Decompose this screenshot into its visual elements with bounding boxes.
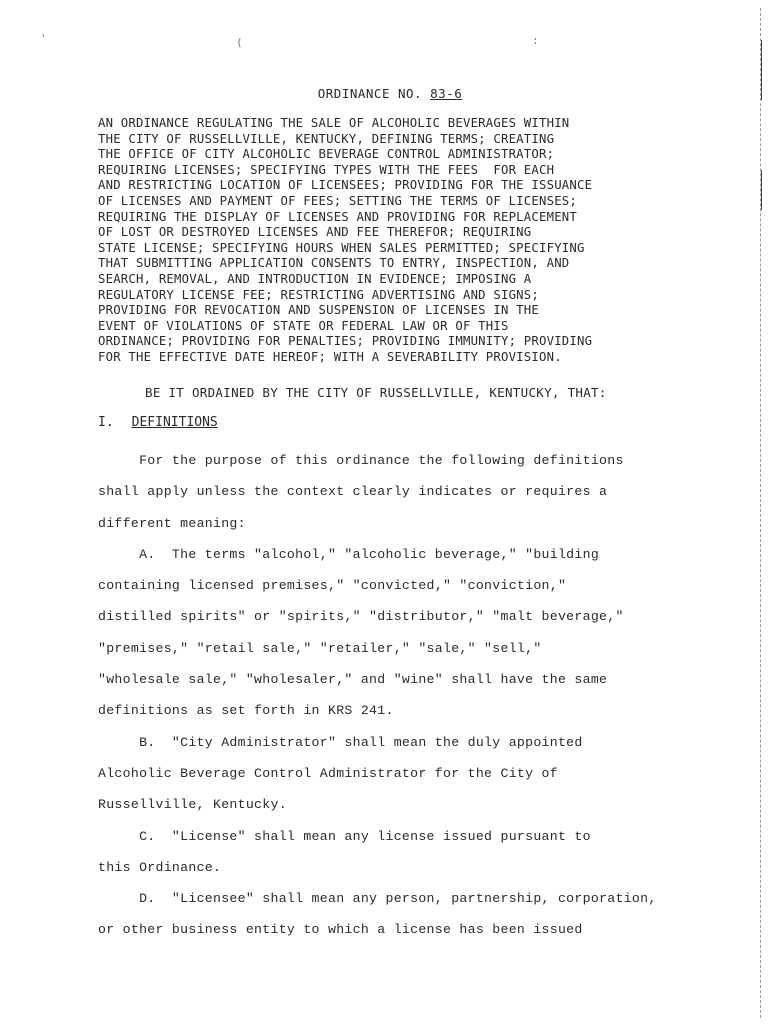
body-line: For the purpose of this ordinance the following definitions [98, 453, 624, 468]
preamble-line: EVENT OF VIOLATIONS OF STATE OR FEDERAL LAW OR OF THIS [98, 318, 509, 333]
preamble-line: REQUIRING THE DISPLAY OF LICENSES AND PROVIDING FOR REPLACEMENT [98, 209, 578, 224]
body-line: "wholesale sale," "wholesaler," and "wine" shall have the same [98, 672, 608, 688]
body-line: Alcoholic Beverage Control Administrator for the City of [98, 765, 558, 781]
section-heading [98, 415, 218, 430]
preamble-line: PROVIDING FOR REVOCATION AND SUSPENSION OF LICENSES IN THE [98, 303, 539, 318]
preamble-line: THAT SUBMITTING APPLICATION CONSENTS TO ENTRY, INSPECTION, AND [98, 256, 570, 271]
ordinance-preamble [98, 116, 708, 366]
preamble-line: ORDINANCE; PROVIDING FOR PENALTIES; PROVIDING IMMUNITY; PROVIDING [98, 334, 593, 349]
body-line: or other business entity to which a license has been issued [98, 922, 583, 938]
stray-mark: ( [236, 36, 243, 49]
body-line: D. "Licensee" shall mean any person, partnership, corporation, [98, 891, 657, 907]
body-line: shall apply unless the context clearly indicates or requires a [98, 484, 608, 500]
page-edge-mark [761, 170, 762, 210]
preamble-line: REQUIRING LICENSES; SPECIFYING TYPES WITH THE FEES FOR EACH [98, 162, 555, 177]
body-line: B. "City Administrator" shall mean the duly appointed [98, 734, 583, 750]
ordinance-title [200, 86, 580, 101]
preamble-line: REGULATORY LICENSE FEE; RESTRICTING ADVERTISING AND SIGNS; [98, 287, 539, 302]
ordinance-number: 83-6 [430, 86, 463, 101]
body-line: different meaning: [98, 515, 246, 531]
preamble-line: STATE LICENSE; SPECIFYING HOURS WHEN SALES PERMITTED; SPECIFYING [98, 240, 585, 255]
body-line: C. "License" shall mean any license issued pursuant to [98, 828, 591, 844]
body-line: A. The terms "alcohol," "alcoholic beverage," "building [98, 546, 600, 562]
enacting-clause: BE IT ORDAINED BY THE CITY OF RUSSELLVILLE, KENTUCKY, THAT: [145, 385, 607, 400]
ordinance-title-prefix: ORDINANCE NO. [317, 86, 423, 101]
preamble-line: FOR THE EFFECTIVE DATE HEREOF; WITH A SEVERABILITY PROVISION. [98, 349, 562, 364]
preamble-line: AN ORDINANCE REGULATING THE SALE OF ALCOHOLIC BEVERAGES WITHIN [98, 116, 570, 130]
preamble-line: AND RESTRICTING LOCATION OF LICENSEES; PROVIDING FOR THE ISSUANCE [98, 178, 593, 193]
stray-mark: : [532, 34, 539, 47]
body-line: this Ordinance. [98, 859, 222, 875]
preamble-line: THE OFFICE OF CITY ALCOHOLIC BEVERAGE CONTROL ADMINISTRATOR; [98, 147, 555, 162]
section-number: I. [98, 415, 114, 430]
stray-mark: ' [40, 32, 47, 45]
preamble-line: OF LOST OR DESTROYED LICENSES AND FEE THEREFOR; REQUIRING [98, 225, 532, 240]
body-line: "premises," "retail sale," "retailer," "sale," "sell," [98, 640, 542, 656]
page-edge-mark [761, 40, 762, 100]
preamble-line: SEARCH, REMOVAL, AND INTRODUCTION IN EVIDENCE; IMPOSING A [98, 271, 532, 286]
section-title: DEFINITIONS [131, 415, 218, 430]
body-line: definitions as set forth in KRS 241. [98, 703, 394, 719]
definitions-body [98, 445, 738, 946]
preamble-line: THE CITY OF RUSSELLVILLE, KENTUCKY, DEFINING TERMS; CREATING [98, 131, 555, 146]
preamble-line: OF LICENSES AND PAYMENT OF FEES; SETTING THE TERMS OF LICENSES; [98, 193, 578, 208]
page-edge [760, 8, 761, 1018]
body-line: distilled spirits" or "spirits," "distributor," "malt beverage," [98, 609, 624, 625]
body-line: Russellville, Kentucky. [98, 797, 287, 813]
body-line: containing licensed premises," "convicted," "conviction," [98, 578, 567, 594]
